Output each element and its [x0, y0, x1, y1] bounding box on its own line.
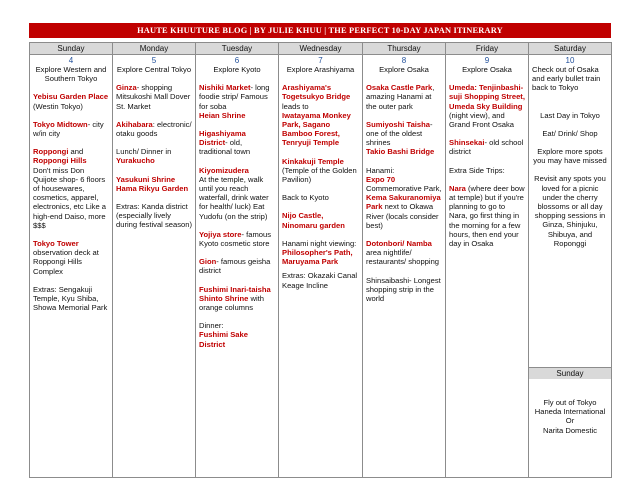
cell-wednesday	[279, 55, 363, 478]
date-number: 4	[68, 56, 74, 65]
day-header-saturday: Saturday	[529, 43, 612, 55]
day-title: Explore Western and Southern Tokyo	[35, 65, 107, 84]
entry: Yojiya store- famous Kyoto cosmetic store	[199, 229, 272, 249]
entry: Ginza- shopping Mitsukoshi Mall Dover St. Market	[116, 83, 191, 111]
cell-monday	[113, 55, 196, 478]
day-header-monday: Monday	[113, 43, 196, 55]
entry-note: Hanami:	[366, 165, 395, 175]
entry-note: Revisit any spots you loved for a picnic under the cherry blossoms or all day shopping sessions in Ginza, Shinjuku, Shibuya, and Roponggi	[534, 174, 606, 248]
entry-note: Haneda International	[534, 407, 606, 417]
entry-note: leads to	[282, 101, 309, 111]
entry: Heian Shrine	[199, 110, 246, 120]
entry-note: Last Day in Tokyo	[540, 110, 600, 120]
entry-note: Fly out of Tokyo	[543, 398, 597, 407]
entry: Umeda: Tenjinbashi-suji Shopping Street, Umeda Sky Building (night view), and Grand Front Osaka	[449, 83, 525, 130]
day-header-friday: Friday	[446, 43, 529, 55]
day-title: Explore Osaka	[379, 65, 429, 74]
day-header-wednesday: Wednesday	[279, 43, 363, 55]
entry-note: Hanami night viewing:	[282, 238, 357, 248]
entry-note: Or	[565, 416, 575, 426]
day-header-thursday: Thursday	[363, 43, 446, 55]
date-number: 10	[565, 56, 575, 65]
entry: Akihabara: electronic/ otaku goods	[116, 119, 192, 139]
entry: Shinsekai- old school district	[449, 138, 524, 157]
cell-friday	[446, 55, 529, 478]
extras-note: Extras: Okazaki Canal Keage Incline	[282, 271, 358, 290]
entry: Yasukuni Shrine	[116, 174, 176, 184]
entry: Tokyo Midtown- city w/in city	[33, 119, 104, 139]
entry: Sumiyoshi Taisha- one of the oldest shrines	[366, 119, 433, 148]
itinerary-calendar	[29, 42, 612, 478]
entry: Hama Rikyu Garden	[116, 183, 189, 193]
entry: Osaka Castle Park, amazing Hanami at the outer park	[366, 83, 435, 111]
day-title: Explore Central Tokyo	[116, 65, 192, 74]
entry-note: Back to Kyoto	[282, 193, 329, 203]
entry: Kinkakuji Temple (Temple of the Golden Pavilion)	[282, 156, 357, 185]
entry: Roppongi and Roppongi Hills	[33, 147, 87, 166]
entry-note: Extra Side Trips:	[449, 165, 505, 175]
extras-note: Extras: Kanda district (especially lively during festival season)	[116, 202, 192, 230]
entry: Dotonbori/ Namba area nightlife/ restaurants/ shopping	[366, 239, 440, 267]
date-number: 8	[401, 56, 407, 65]
entry: Nijo Castle, Ninomaru garden	[282, 211, 345, 230]
entry: Nara (where deer bow at temple) but if you're planning to go to Nara, go first thing in the morning for a few hours, then end your day in Osaka	[449, 183, 525, 249]
day-title: Explore Kyoto	[213, 65, 261, 74]
date-number: 6	[234, 56, 240, 65]
entry-note: Narita Domestic	[542, 425, 597, 435]
entry: Arashiyama's Togetsukyo Bridge	[282, 83, 351, 102]
entry: Gion- famous geisha district	[199, 257, 271, 276]
extras-note: Extras: Sengakuji Temple, Kyu Shiba, Showa Memorial Park	[33, 284, 108, 313]
entry: Philosopher's Path, Maruyama Park	[282, 248, 353, 267]
day-header-tuesday: Tuesday	[196, 43, 279, 55]
entry: Fushimi Sake District	[199, 330, 248, 349]
date-number: 7	[318, 56, 323, 65]
banner-title: HAUTE KHUUTURE BLOG | BY JULIE KHUU | THE PERFECT 10-DAY JAPAN ITINERARY	[29, 23, 611, 38]
cell-sunday	[30, 55, 113, 478]
day-header-final-sunday: Sunday	[529, 368, 611, 379]
week-row	[30, 55, 612, 368]
entry: Fushimi Inari-taisha Shinto Shrine with orange columns	[199, 284, 271, 313]
cell-thursday	[363, 55, 446, 478]
date-number: 9	[484, 56, 490, 65]
cell-tuesday	[196, 55, 279, 478]
entry: Higashiyama District- old, traditional town	[199, 129, 251, 157]
cell-saturday	[529, 55, 612, 368]
entry-note: Explore more spots you may have missed	[533, 147, 607, 166]
entry: Lunch/ Dinner in Yurakucho	[116, 147, 172, 166]
entry-note: Dinner:	[199, 321, 224, 331]
entry: Kiyomizudera	[199, 165, 249, 175]
entry-note: Check out of Osaka and early bullet train back to Tokyo	[532, 65, 601, 93]
date-number: 5	[151, 56, 157, 65]
entry-note: At the temple, walk until you reach waterfall, drink water for health/ luck) Eat Yudofu (on the strip)	[199, 174, 269, 221]
itinerary-page	[29, 23, 611, 478]
cell-final-sunday	[529, 368, 612, 478]
entry: Nishiki Market- long foodie strip/ Famous for soba	[199, 83, 270, 111]
entry: Tokyo Tower observation deck at Roppongi Hills Complex	[33, 239, 99, 276]
entry: Takio Bashi Bridge	[366, 147, 435, 157]
entry-note: Eat/ Drink/ Shop	[542, 128, 598, 138]
entry: Expo 70 Commemorative Park, Kema Sakuranomiya Park next to Okawa River (locals consider best)	[366, 174, 442, 230]
entry: Iwatayama Monkey Park, Sagano Bamboo Forest, Tenryuji Temple	[282, 110, 351, 148]
day-title: Explore Arashiyama	[286, 65, 355, 74]
entry-note: Shinsaibashi- Longest shopping strip in the world	[366, 275, 441, 304]
entry: Yebisu Garden Place (Westin Tokyo)	[33, 92, 109, 111]
day-title: Explore Osaka	[462, 65, 512, 74]
day-header-sunday: Sunday	[30, 43, 113, 55]
entry-note: Don't miss Don Quijote shop- 6 floors of housewares, cosmetics, apparel, electronics, etc Like a high-end Daiso, more $$$	[33, 165, 107, 230]
day-header-row	[30, 43, 612, 55]
